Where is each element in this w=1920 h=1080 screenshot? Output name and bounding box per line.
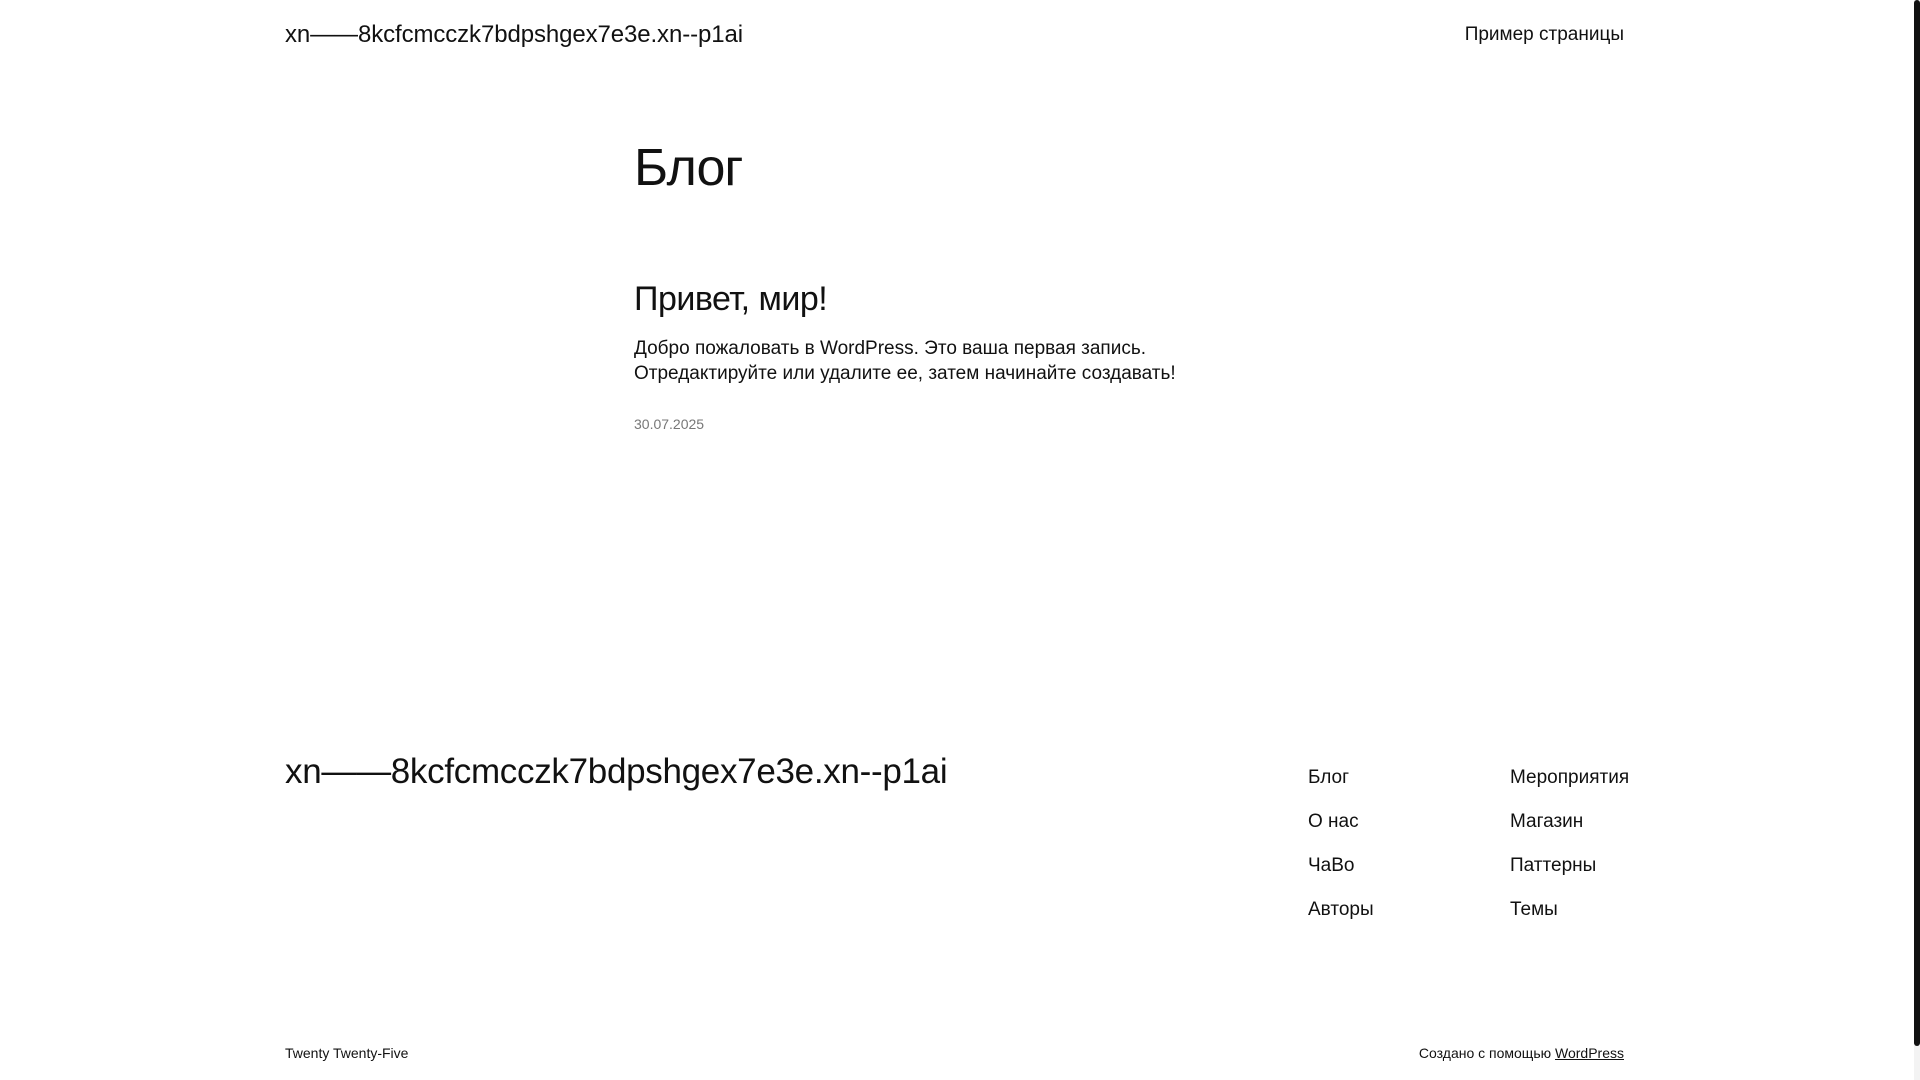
post-excerpt: Добро пожаловать в WordPress. Это ваша первая запись. Отредактируйте или удалите ее, затем начинайте создавать! bbox=[634, 338, 1176, 384]
footer-site-title-link[interactable]: xn——8kcfcmcczk7bdpshgex7e3e.xn--p1ai bbox=[285, 752, 948, 791]
footer-nav-item-about[interactable]: О нас bbox=[1308, 811, 1359, 832]
page-title: Блог bbox=[634, 139, 743, 197]
footer-theme-name: Twenty Twenty-Five bbox=[285, 1045, 409, 1061]
vertical-scrollbar[interactable] bbox=[1914, 0, 1920, 1080]
footer-credit-text: Создано с помощью bbox=[1418, 1045, 1556, 1061]
main-content bbox=[634, 136, 1274, 432]
site-title-link[interactable]: xn——8kcfcmcczk7bdpshgex7e3e.xn--p1ai bbox=[285, 21, 743, 48]
header-nav bbox=[1465, 24, 1624, 46]
footer-credit bbox=[1419, 1045, 1624, 1061]
footer-nav-item-shop[interactable]: Магазин bbox=[1510, 811, 1584, 832]
site-header bbox=[285, 18, 1624, 52]
footer-wordpress-link[interactable]: WordPress bbox=[1555, 1045, 1624, 1061]
post-date-link[interactable]: 30.07.2025 bbox=[634, 416, 705, 432]
footer-nav-column-1 bbox=[1308, 756, 1374, 932]
post-title-link[interactable]: Привет, мир! bbox=[634, 280, 828, 318]
footer-nav-item-themes[interactable]: Темы bbox=[1510, 899, 1558, 920]
nav-link-sample-page[interactable]: Пример страницы bbox=[1464, 24, 1624, 45]
footer-nav-item-blog[interactable]: Блог bbox=[1308, 767, 1350, 788]
post-item bbox=[634, 278, 1274, 432]
footer-bottom-bar bbox=[285, 1045, 1624, 1061]
footer-nav-item-events[interactable]: Мероприятия bbox=[1510, 767, 1630, 788]
footer-nav-column-2 bbox=[1510, 756, 1629, 932]
footer-nav-item-authors[interactable]: Авторы bbox=[1308, 899, 1374, 920]
scrollbar-thumb[interactable] bbox=[1914, 0, 1920, 1046]
footer-nav-item-faq[interactable]: ЧаВо bbox=[1308, 855, 1355, 876]
footer-nav-item-patterns[interactable]: Паттерны bbox=[1510, 855, 1597, 876]
